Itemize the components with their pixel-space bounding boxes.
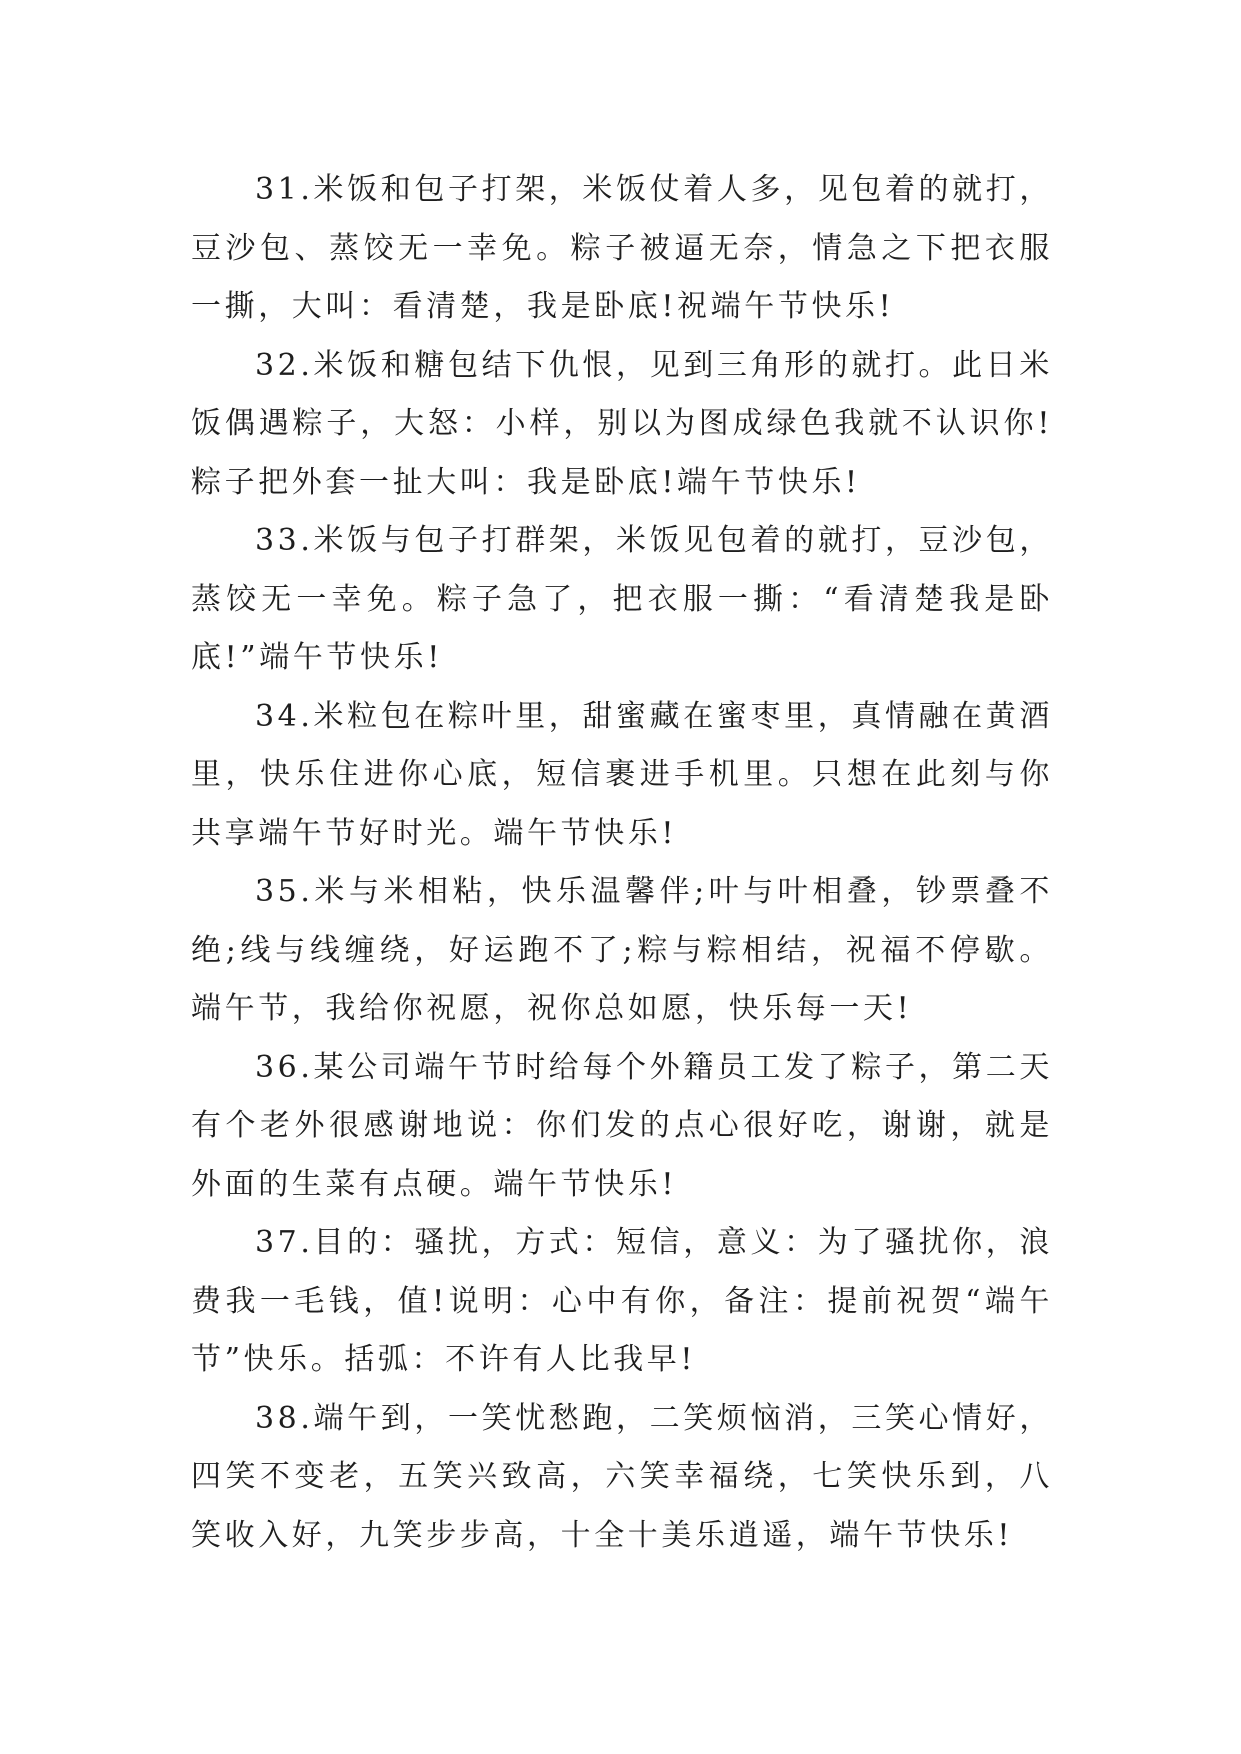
paragraph-36: 36.某公司端午节时给每个外籍员工发了粽子，第二天有个老外很感谢地说：你们发的点心很好吃，谢谢，就是外面的生菜有点硬。端午节快乐! [191,1049,1053,1202]
paragraph-32: 32.米饭和糖包结下仇恨，见到三角形的就打。此日米饭偶遇粽子，大怒：小样，别以为图成绿色我就不认识你!粽子把外套一扯大叫：我是卧底!端午节快乐! [191,347,1053,500]
paragraph-35: 35.米与米相粘，快乐温馨伴;叶与叶相叠，钞票叠不绝;线与线缠绕，好运跑不了;粽与粽相结，祝福不停歇。端午节，我给你祝愿，祝你总如愿，快乐每一天! [191,874,1053,1026]
paragraph-34: 34.米粒包在粽叶里，甜蜜藏在蜜枣里，真情融在黄酒里，快乐住进你心底，短信裹进手机里。只想在此刻与你共享端午节好时光。端午节快乐! [191,698,1053,851]
paragraph-31: 31.米饭和包子打架，米饭仗着人多，见包着的就打，豆沙包、蒸饺无一幸免。粽子被逼无奈，情急之下把衣服一撕，大叫：看清楚，我是卧底!祝端午节快乐! [191,172,1053,324]
paragraph-33: 33.米饭与包子打群架，米饭见包着的就打，豆沙包，蒸饺无一幸免。粽子急了，把衣服一撕：“看清楚我是卧底!”端午节快乐! [191,523,1053,675]
paragraph-37: 37.目的：骚扰，方式：短信，意义：为了骚扰你，浪费我一毛钱，值!说明：心中有你，备注：提前祝贺“端午节”快乐。括弧：不许有人比我早! [191,1225,1053,1377]
paragraph-38: 38.端午到，一笑忧愁跑，二笑烦恼消，三笑心情好，四笑不变老，五笑兴致高，六笑幸福绕，七笑快乐到，八笑收入好，九笑步步高，十全十美乐逍遥，端午节快乐! [191,1400,1053,1553]
document-body [191,161,1053,1565]
